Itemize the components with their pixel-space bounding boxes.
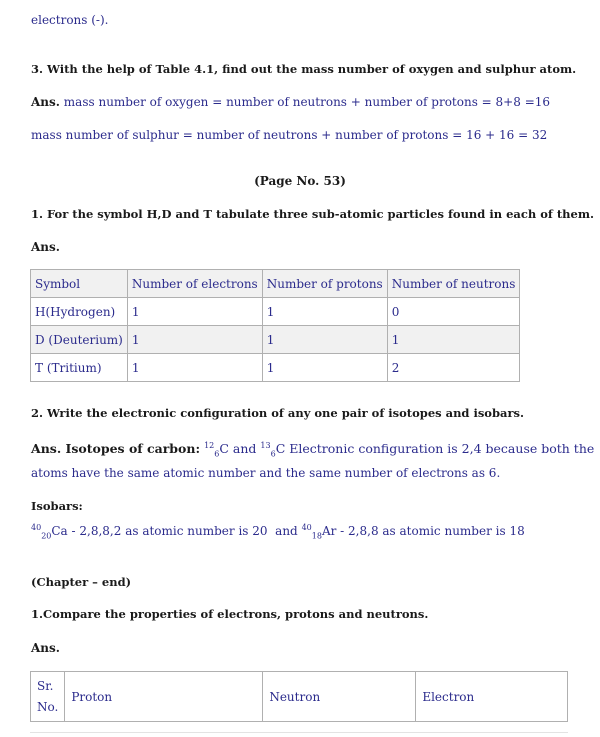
page-number: (Page No. 53)	[254, 174, 346, 188]
table-cell: D (Deuterium)	[31, 326, 128, 354]
isobars-line	[31, 523, 525, 540]
table-cell: H(Hydrogen)	[31, 298, 128, 326]
answer-label: Ans.	[31, 95, 60, 109]
compare-table	[30, 671, 568, 722]
question-2: 2. Write the electronic configuration of any one pair of isotopes and isobars.	[31, 406, 525, 420]
and-word: and	[275, 524, 298, 538]
question-1: 1. For the symbol H,D and T tabulate three sub-atomic particles found in each of them.	[31, 207, 594, 221]
isotope-mass: 12	[204, 441, 215, 450]
table-header: Number of neutrons	[387, 270, 520, 298]
table-row	[31, 326, 520, 354]
table-header: Proton	[65, 672, 263, 722]
table-header: Electron	[416, 672, 568, 722]
table-row	[31, 354, 520, 382]
divider	[30, 732, 568, 733]
isotope-mass: 13	[260, 441, 271, 450]
table-cell: 2	[387, 354, 520, 382]
isobar-mass: 40	[301, 523, 312, 532]
question-3: 3. With the help of Table 4.1, find out the mass number of oxygen and sulphur atom.	[31, 62, 577, 76]
table-header: Symbol	[31, 270, 128, 298]
subatomic-table	[30, 269, 520, 382]
table-cell: 1	[127, 326, 262, 354]
table-row	[31, 298, 520, 326]
chapter-end: (Chapter – end)	[31, 575, 132, 589]
table-header: Number of electrons	[127, 270, 262, 298]
table-cell: 1	[127, 354, 262, 382]
isotope-config-text-2: atoms have the same atomic number and the same number of electrons as 6.	[31, 466, 501, 480]
and-word: and	[232, 441, 257, 457]
oxygen-mass-text: mass number of oxygen = number of neutrons + number of protons = 8+8 =16	[63, 95, 551, 109]
table-header-row	[31, 270, 520, 298]
isotope-atomic: 6	[270, 449, 276, 459]
table-header: Sr. No.	[31, 672, 65, 722]
isobars-label: Isobars:	[31, 499, 83, 513]
isotope-symbol: C	[275, 441, 286, 457]
table-cell: 1	[262, 298, 387, 326]
table-cell: 1	[262, 326, 387, 354]
table-header: Number of protons	[262, 270, 387, 298]
top-text: electrons (-).	[31, 13, 109, 27]
answer-label: Ans.	[31, 641, 60, 655]
answer-oxygen	[31, 95, 550, 109]
table-cell: 1	[387, 326, 520, 354]
isotope-symbol: C	[219, 441, 229, 457]
isobar-atomic: 20	[41, 531, 52, 541]
isotopes-line	[31, 441, 594, 459]
isotope-atomic: 6	[214, 449, 220, 459]
table-header: Neutron	[263, 672, 416, 722]
table-header-row	[31, 672, 568, 722]
isobar-calcium-text: Ca - 2,8,8,2 as atomic number is 20	[51, 524, 268, 538]
isobar-atomic: 18	[311, 531, 322, 541]
table-cell: 0	[387, 298, 520, 326]
question-compare: 1.Compare the properties of electrons, protons and neutrons.	[31, 607, 429, 621]
isobar-mass: 40	[31, 523, 42, 532]
table-cell: 1	[127, 298, 262, 326]
sulphur-mass-text: mass number of sulphur = number of neutrons + number of protons = 16 + 16 = 32	[31, 128, 548, 142]
isotopes-label: Ans. Isotopes of carbon:	[31, 441, 201, 457]
table-cell: 1	[262, 354, 387, 382]
answer-label: Ans.	[31, 240, 60, 254]
isotope-config-text: Electronic configuration is 2,4 because both the	[289, 441, 595, 457]
table-cell: T (Tritium)	[31, 354, 128, 382]
isobar-argon-text: Ar - 2,8,8 as atomic number is 18	[321, 524, 525, 538]
